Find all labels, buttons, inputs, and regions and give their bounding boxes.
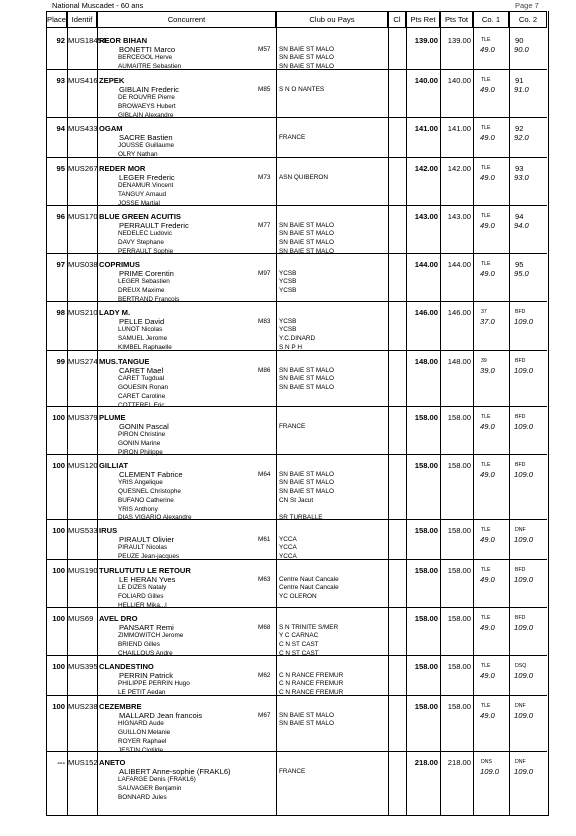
co1-code: TLE — [481, 125, 491, 131]
co1-score: 49.0 — [480, 535, 495, 545]
crew-club: YCCA — [279, 544, 297, 552]
crew-club: S N TRINITE S/MER — [279, 623, 339, 631]
pts-tot-value: 158.00 — [447, 526, 471, 535]
crew-club: SN BAIE ST MALO — [279, 221, 334, 229]
crew-club: YCSB — [279, 269, 297, 277]
place-value: --- — [57, 758, 65, 767]
crew-club: C N RANCE FREMUR — [279, 680, 344, 688]
place-value: 100 — [52, 526, 65, 535]
crew-club: SN BAIE ST MALO — [279, 720, 334, 728]
skipper-name: PERRIN Patrick — [119, 670, 174, 680]
crew-club: YCSB — [279, 287, 297, 295]
co1-score: 49.0 — [480, 85, 495, 95]
crew-member-name: BONNARD Jules — [118, 793, 167, 801]
crew-club: SN BAIE ST MALO — [279, 247, 334, 255]
pts-ret-value: 158.00 — [414, 526, 438, 535]
place-value: 100 — [52, 614, 65, 623]
crew-club: Y.C.DINARD — [279, 335, 316, 343]
category-code: M68 — [258, 623, 271, 631]
skipper-name: ALIBERT Anne-sophie (FRAKL6) — [119, 766, 231, 776]
co1-score: 49.0 — [480, 575, 495, 585]
category-code: M64 — [258, 470, 271, 478]
skipper-name: MALLARD Jean francois — [119, 710, 203, 720]
co2-score: 109.0 — [514, 422, 534, 432]
crew-club: C N RANCE FREMUR — [279, 671, 344, 679]
boat-name: REDER MOR — [99, 164, 146, 173]
sail-number: MUS395 — [68, 662, 98, 671]
crew-member-name: FOLIARD Gilles — [118, 593, 164, 601]
crew-club: SR TURBALLE — [279, 514, 323, 522]
crew-club: FRANCE — [279, 767, 306, 775]
pts-tot-value: 158.00 — [447, 614, 471, 623]
crew-member-name: DE ROUVRE Pierre — [118, 94, 175, 102]
co1-code: TLE — [481, 462, 491, 468]
co2-code: DNF — [515, 527, 526, 533]
pts-ret-value: 158.00 — [414, 662, 438, 671]
co1-code: TLE — [481, 77, 491, 83]
crew-member-name: GONIN Marine — [118, 440, 161, 448]
boat-name: LADY M. — [99, 308, 131, 317]
co1-score: 39.0 — [480, 366, 495, 376]
boat-name: CEZEMBRE — [99, 702, 142, 711]
crew-member-name: BERCEGOL Herve — [118, 54, 173, 62]
skipper-name: CLEMENT Fabrice — [119, 469, 183, 479]
co1-code: TLE — [481, 703, 491, 709]
place-value: 94 — [56, 124, 65, 133]
co1-code: TLE — [481, 527, 491, 533]
co1-code: 37 — [481, 309, 487, 315]
crew-club: C N ST CAST — [279, 649, 319, 657]
pts-tot-value: 218.00 — [447, 758, 471, 767]
sail-number: MUS038 — [68, 260, 98, 269]
col-header-concurrent: Concurrent — [97, 11, 276, 28]
sail-number: MUS190 — [68, 566, 98, 575]
category-code: M61 — [258, 535, 271, 543]
crew-club: S N O NANTES — [279, 85, 325, 93]
skipper-name: CARET Mael — [119, 365, 164, 375]
crew-member-name: GIBLAIN Alexandre — [118, 111, 174, 119]
crew-club: Y C CARNAC — [279, 632, 319, 640]
place-value: 97 — [56, 260, 65, 269]
page-number: Page 7 — [515, 1, 539, 10]
co1-score: 49.0 — [480, 623, 495, 633]
co2-code: BFD — [515, 414, 526, 420]
co2-code: BFD — [515, 358, 526, 364]
sail-number: MUS274 — [68, 357, 98, 366]
co1-score: 49.0 — [480, 671, 495, 681]
pts-ret-value: 143.00 — [414, 212, 438, 221]
crew-member-name: DIAS VIGARIO Alexandre — [118, 514, 192, 522]
category-code: M97 — [258, 269, 271, 277]
co1-code: TLE — [481, 567, 491, 573]
place-value: 98 — [56, 308, 65, 317]
crew-club: SN BAIE ST MALO — [279, 711, 334, 719]
pts-tot-value: 141.00 — [447, 124, 471, 133]
boat-name: ANETO — [99, 758, 126, 767]
place-value: 92 — [56, 36, 65, 45]
crew-member-name: DENAMUR Vincent — [118, 182, 174, 190]
crew-club: YCSB — [279, 278, 297, 286]
boat-name: PLUME — [99, 413, 126, 422]
co2-score: 109.0 — [514, 470, 534, 480]
crew-member-name: LUNOT Nicolas — [118, 326, 163, 334]
crew-club: YCCA — [279, 553, 297, 561]
crew-club: FRANCE — [279, 422, 306, 430]
crew-member-name: GUILLON Melanie — [118, 729, 171, 737]
co2-code: 93 — [515, 164, 524, 173]
column-rule — [388, 28, 389, 815]
pts-ret-value: 158.00 — [414, 461, 438, 470]
co1-score: 109.0 — [480, 767, 500, 777]
crew-member-name: HIGNARD Aude — [118, 720, 164, 728]
category-code: M86 — [258, 366, 271, 374]
skipper-name: LEGER Frederic — [119, 172, 175, 182]
category-code: M83 — [258, 317, 271, 325]
crew-club: Centre Naut Cancale — [279, 575, 339, 583]
pts-tot-value: 139.00 — [447, 36, 471, 45]
crew-club: SN BAIE ST MALO — [279, 45, 334, 53]
sail-number: MUS152 — [68, 758, 98, 767]
col-header-pts-ret: Pts Ret — [406, 11, 440, 28]
col-header-place: Place — [46, 11, 67, 28]
crew-club: SN BAIE ST MALO — [279, 366, 334, 374]
place-value: 100 — [52, 461, 65, 470]
boat-name: COPRIMUS — [99, 260, 140, 269]
category-code: M62 — [258, 671, 271, 679]
co2-score: 109.0 — [514, 366, 534, 376]
co2-score: 109.0 — [514, 575, 534, 585]
pts-tot-value: 146.00 — [447, 308, 471, 317]
co2-score: 93.0 — [514, 173, 529, 183]
crew-member-name: KIMBEL Raphaelle — [118, 343, 172, 351]
crew-member-name: BRIEND Gilles — [118, 641, 160, 649]
co1-code: TLE — [481, 37, 491, 43]
pts-tot-value: 158.00 — [447, 566, 471, 575]
col-header-club: Club ou Pays — [276, 11, 388, 28]
co2-code: 95 — [515, 260, 524, 269]
co2-code: BFD — [515, 567, 526, 573]
co1-code: DNS — [481, 759, 492, 765]
place-value: 100 — [52, 662, 65, 671]
skipper-name: SACRE Bastien — [119, 132, 173, 142]
co2-score: 90.0 — [514, 45, 529, 55]
pts-ret-value: 158.00 — [414, 702, 438, 711]
column-rule — [473, 28, 474, 815]
category-code: M85 — [258, 85, 271, 93]
crew-member-name: BROWAEYS Hubert — [118, 103, 176, 111]
pts-tot-value: 158.00 — [447, 413, 471, 422]
crew-member-name: ROYER Raphael — [118, 737, 167, 745]
crew-member-name: BUFANO Catherine — [118, 496, 174, 504]
crew-club: YC OLERON — [279, 593, 317, 601]
co2-score: 94.0 — [514, 221, 529, 231]
sail-number: MUS238 — [68, 702, 98, 711]
pts-ret-value: 146.00 — [414, 308, 438, 317]
co1-code: TLE — [481, 414, 491, 420]
category-code: M67 — [258, 711, 271, 719]
skipper-name: PANSART Remi — [119, 622, 174, 632]
boat-name: ZEPEK — [99, 76, 125, 85]
co2-score: 109.0 — [514, 317, 534, 327]
pts-ret-value: 158.00 — [414, 614, 438, 623]
co2-code: 94 — [515, 212, 524, 221]
co2-score: 109.0 — [514, 711, 534, 721]
sail-number: MUS433 — [68, 124, 98, 133]
boat-name: IRUS — [99, 526, 118, 535]
co2-score: 91.0 — [514, 85, 529, 95]
sail-number: MUS533 — [68, 526, 98, 535]
co2-score: 109.0 — [514, 671, 534, 681]
crew-member-name: GOUESIN Ronan — [118, 384, 169, 392]
crew-member-name: COTTEREL Eric — [118, 401, 165, 409]
place-value: 95 — [56, 164, 65, 173]
crew-member-name: OLRY Nathan — [118, 151, 158, 159]
place-value: 99 — [56, 357, 65, 366]
co1-code: TLE — [481, 213, 491, 219]
co1-score: 49.0 — [480, 269, 495, 279]
page-header-title: National Muscadet - 60 ans — [52, 1, 144, 10]
co1-score: 49.0 — [480, 221, 495, 231]
pts-ret-value: 158.00 — [414, 413, 438, 422]
skipper-name: BONETTI Marco — [119, 44, 176, 54]
place-value: 100 — [52, 702, 65, 711]
boat-name: CLANDESTINO — [99, 662, 154, 671]
place-value: 100 — [52, 413, 65, 422]
crew-club: SN BAIE ST MALO — [279, 230, 334, 238]
crew-member-name: PIRON Philippe — [118, 448, 163, 456]
pts-tot-value: 144.00 — [447, 260, 471, 269]
crew-member-name: CHAILLOUS Andre — [118, 649, 173, 657]
column-rule — [509, 28, 510, 815]
pts-ret-value: 139.00 — [414, 36, 438, 45]
crew-member-name: PIRON Christine — [118, 431, 166, 439]
crew-club: SN BAIE ST MALO — [279, 479, 334, 487]
co2-score: 95.0 — [514, 269, 529, 279]
crew-club: SN BAIE ST MALO — [279, 470, 334, 478]
place-value: 96 — [56, 212, 65, 221]
category-code: M63 — [258, 575, 271, 583]
crew-member-name: PIRAULT Nicolas — [118, 544, 168, 552]
place-value: 100 — [52, 566, 65, 575]
boat-name: BLUE GREEN ACUITIS — [99, 212, 181, 221]
crew-member-name: AUMAITRE Sebastien — [118, 63, 182, 71]
skipper-name: PRIME Corentin — [119, 268, 174, 278]
category-code: M77 — [258, 221, 271, 229]
skipper-name: PIRAULT Olivier — [119, 534, 174, 544]
co2-code: DSQ — [515, 663, 527, 669]
co2-code: BFD — [515, 462, 526, 468]
crew-club: SN BAIE ST MALO — [279, 63, 334, 71]
co1-score: 49.0 — [480, 173, 495, 183]
crew-club: YCSB — [279, 326, 297, 334]
co1-code: 39 — [481, 358, 487, 364]
sail-number: MUS267 — [68, 164, 98, 173]
co2-score: 109.0 — [514, 623, 534, 633]
crew-club: SN BAIE ST MALO — [279, 239, 334, 247]
crew-member-name: JESTIN Clotilde — [118, 746, 164, 754]
crew-member-name: JOUSSE Guillaume — [118, 142, 175, 150]
col-header-pts-tot: Pts Tot — [440, 11, 473, 28]
skipper-name: GIBLAIN Frederic — [119, 84, 179, 94]
sail-number: MUS120 — [68, 461, 98, 470]
sail-number: MUS18454 — [68, 36, 106, 45]
boat-name: REOR BIHAN — [99, 36, 148, 45]
crew-member-name: NEDELEC Ludovic — [118, 230, 172, 238]
crew-club: YCCA — [279, 535, 297, 543]
co1-code: TLE — [481, 165, 491, 171]
co1-score: 49.0 — [480, 422, 495, 432]
co2-code: DNF — [515, 703, 526, 709]
crew-member-name: BERTRAND Francois — [118, 295, 180, 303]
crew-club: S N P H — [279, 343, 302, 351]
crew-club: CN St Jacut — [279, 496, 314, 504]
crew-club: SN BAIE ST MALO — [279, 384, 334, 392]
co1-score: 49.0 — [480, 133, 495, 143]
skipper-name: PELLE David — [119, 316, 165, 326]
crew-club: SN BAIE ST MALO — [279, 488, 334, 496]
co2-code: DNF — [515, 759, 526, 765]
co2-code: 91 — [515, 76, 524, 85]
pts-ret-value: 144.00 — [414, 260, 438, 269]
crew-club: FRANCE — [279, 133, 306, 141]
boat-name: OGAM — [99, 124, 123, 133]
co2-code: BFD — [515, 309, 526, 315]
crew-member-name: SAMUEL Jerome — [118, 335, 168, 343]
crew-member-name: LE DIZES Nataly — [118, 584, 167, 592]
co1-code: TLE — [481, 261, 491, 267]
pts-tot-value: 148.00 — [447, 357, 471, 366]
sail-number: MUS210 — [68, 308, 98, 317]
crew-club: C N ST CAST — [279, 641, 319, 649]
crew-member-name: TANGUY Arnaud — [118, 191, 167, 199]
crew-club: SN BAIE ST MALO — [279, 375, 334, 383]
co2-code: 92 — [515, 124, 524, 133]
crew-club: YCSB — [279, 317, 297, 325]
crew-member-name: LAFARGE Denis (FRAKL6) — [118, 776, 196, 784]
crew-member-name: HELLIER Mika...l — [118, 601, 167, 609]
co2-score: 109.0 — [514, 535, 534, 545]
co2-code: 90 — [515, 36, 524, 45]
crew-member-name: JOSSE Martial — [118, 199, 160, 207]
boat-name: GILLIAT — [99, 461, 128, 470]
skipper-name: PERRAULT Frederic — [119, 220, 189, 230]
pts-ret-value: 148.00 — [414, 357, 438, 366]
crew-member-name: PHILIPPE PERRIN Hugo — [118, 680, 190, 688]
crew-member-name: DREUX Maxime — [118, 287, 165, 295]
pts-tot-value: 158.00 — [447, 702, 471, 711]
crew-member-name: PEUZE Jean-jacques — [118, 553, 180, 561]
boat-name: TURLUTUTU LE RETOUR — [99, 566, 191, 575]
col-header-cl: Cl — [388, 11, 406, 28]
crew-club: Centre Naut Cancale — [279, 584, 339, 592]
pts-tot-value: 142.00 — [447, 164, 471, 173]
co2-score: 92.0 — [514, 133, 529, 143]
co1-score: 49.0 — [480, 45, 495, 55]
co1-score: 37.0 — [480, 317, 495, 327]
skipper-name: GONIN Pascal — [119, 421, 169, 431]
co2-code: BFD — [515, 615, 526, 621]
co1-score: 49.0 — [480, 711, 495, 721]
sail-number: MUS379 — [68, 413, 98, 422]
sail-number: MUS416 — [68, 76, 98, 85]
crew-member-name: DAVY Stephane — [118, 239, 164, 247]
skipper-name: LE HERAN Yves — [119, 574, 176, 584]
category-code: M73 — [258, 173, 271, 181]
crew-member-name: LE PETIT Aedan — [118, 689, 166, 697]
crew-club: SN BAIE ST MALO — [279, 54, 334, 62]
crew-club: C N RANCE FREMUR — [279, 689, 344, 697]
pts-ret-value: 218.00 — [414, 758, 438, 767]
place-value: 93 — [56, 76, 65, 85]
pts-ret-value: 141.00 — [414, 124, 438, 133]
co1-score: 49.0 — [480, 470, 495, 480]
col-header-identif: Identif — [67, 11, 97, 28]
category-code: M57 — [258, 45, 271, 53]
pts-tot-value: 158.00 — [447, 662, 471, 671]
boat-name: AVEL DRO — [99, 614, 138, 623]
co1-code: TLE — [481, 615, 491, 621]
pts-tot-value: 143.00 — [447, 212, 471, 221]
pts-ret-value: 140.00 — [414, 76, 438, 85]
co2-score: 109.0 — [514, 767, 534, 777]
crew-member-name: YRIS Anthony — [118, 505, 158, 513]
pts-tot-value: 158.00 — [447, 461, 471, 470]
sail-number: MUS69 — [68, 614, 94, 623]
column-rule — [276, 28, 277, 815]
col-header-co1: Co. 1 — [473, 11, 509, 28]
sail-number: MUS170 — [68, 212, 98, 221]
crew-member-name: CARET Caroline — [118, 392, 166, 400]
crew-member-name: PERRAULT Sophie — [118, 247, 174, 255]
crew-member-name: LEGER Sebastien — [118, 278, 170, 286]
pts-ret-value: 142.00 — [414, 164, 438, 173]
crew-member-name: YRIS Angelique — [118, 479, 163, 487]
pts-ret-value: 158.00 — [414, 566, 438, 575]
crew-member-name: ZIMMOWITCH Jerome — [118, 632, 184, 640]
crew-member-name: CARET Tugdual — [118, 375, 165, 383]
boat-name: MUS.TANGUE — [99, 357, 150, 366]
col-header-co2: Co. 2 — [509, 11, 547, 28]
co1-code: TLE — [481, 663, 491, 669]
pts-tot-value: 140.00 — [447, 76, 471, 85]
crew-member-name: SAUVAGER Benjamin — [118, 785, 182, 793]
crew-member-name: QUESNEL Christophe — [118, 488, 181, 496]
crew-club: ASN QUIBERON — [279, 173, 329, 181]
